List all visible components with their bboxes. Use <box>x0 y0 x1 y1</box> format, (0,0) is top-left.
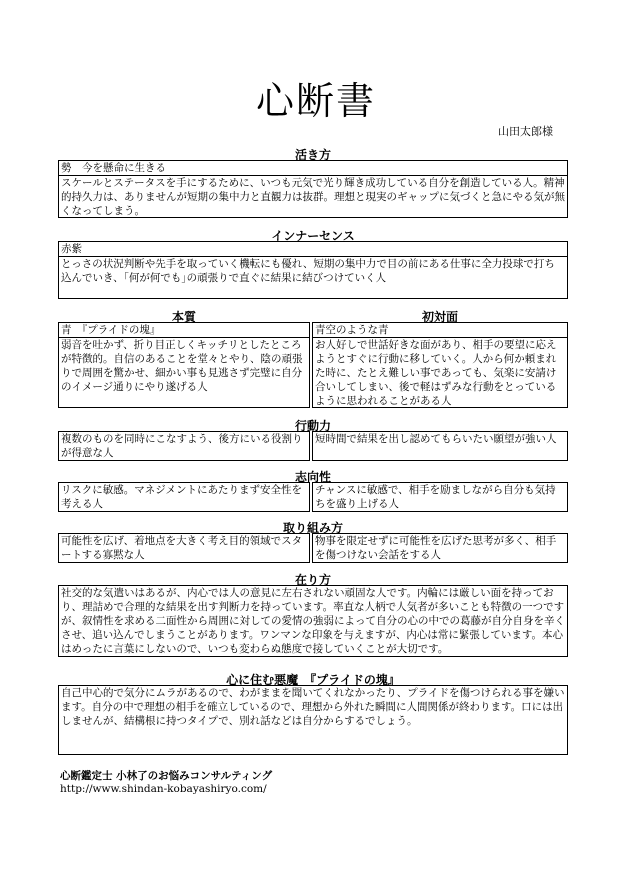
torikumi-right-text: 物事を限定せずに可能性を広げた思考が多く、相手を傷つけない会話をする人 <box>315 535 557 561</box>
akuma-box <box>58 685 568 755</box>
honshitsu-text: 弱音を吐かず、折り目正しくキッチリとしたところが特徴的。自信のあることを堂々とやり、陰の頑張りで周囲を驚かせ、細かい事も見逃さず完璧に自分のイメージ通りにやり遂げる人 <box>61 339 303 393</box>
footer-author: 心断鑑定士 小林了のお悩みコンサルティング <box>60 770 273 782</box>
kodoryoku-left-text: 複数のものを同時にこなすよう、後方にいる役割りが得意な人 <box>61 433 303 459</box>
torikumi-left-text: 可能性を広げ、着地点を大きく考え目的領域でスタートする寡黙な人 <box>61 535 303 561</box>
section-heading-kodoryoku: 行動力 <box>294 419 331 433</box>
torikumi-right-box <box>312 533 568 563</box>
shikosei-left-box <box>58 482 310 512</box>
torikumi-left-box <box>58 533 310 563</box>
section-heading-honshitsu: 本質 <box>171 310 196 324</box>
page-title: 心断書 <box>255 79 376 123</box>
section-heading-shotaimen: 初対面 <box>421 310 458 324</box>
section-heading-arikata: 在り方 <box>294 573 331 587</box>
section-heading-shikosei: 志向性 <box>294 470 331 484</box>
arikata-text: 社交的な気遣いはあるが、内心では人の意見に左右されない頑固な人です。内輪には厳しい面を持っており、理詰めで合理的な結果を出す判断力を持っています。率直な人柄で人気者が多いことも特徴の一つですが、叙情性を求める二面性から周囲に対しての愛情の強弱によって自分の心の中での葛藤が自分自身を辛くさせ、追い込んでしまうことがあります。ワンマンな印象を与えますが、内心は常に緊張しています。本心はめったに言葉にしないので、いつも変わらぬ態度で接していくことが大切です。 <box>61 587 565 655</box>
kodoryoku-right-text: 短時間で結果を出し認めてもらいたい願望が強い人 <box>315 433 557 445</box>
kodoryoku-left-box <box>58 431 310 461</box>
shikosei-right-box <box>312 482 568 512</box>
arikata-box <box>58 585 568 657</box>
section-heading-ikikata: 活き方 <box>294 148 331 162</box>
ikikata-text: スケールとステータスを手にするために、いつも元気で光り輝き成功している自分を創造している人。精神的持久力は、ありませんが短期の集中力と直観力は抜群。理想と現実のギャップに気づくと急にやる気が無くなってしまう。 <box>61 177 565 217</box>
kodoryoku-right-box <box>312 431 568 461</box>
inner-sense-box <box>58 241 568 299</box>
honshitsu-box <box>58 322 310 408</box>
recipient-name: 山田太郎様 <box>498 125 553 138</box>
ikikata-keyword: 勢 今を懸命に生きる <box>59 161 567 176</box>
inner-sense-text: とっさの状況判断や先手を取っていく機転にも優れ、短期の集中力で目の前にある仕事に全力投球で打ち込んでいき、｢何が何でも｣の頑張りで直ぐに結果に結びつけていく人 <box>61 258 555 284</box>
shotaimen-keyword: 青空のような青 <box>313 323 567 338</box>
akuma-text: 自己中心的で気分にムラがあるので、わがままを聞いてくれなかったり、プライドを傷つけられる事を嫌います。自分の中で理想の相手を確立しているので、理想から外れた瞬間に人間関係が終わります。口には出しませんが、結構根に持つタイプで、別れ話などは自分からするでしょう。 <box>61 687 565 727</box>
ikikata-box <box>58 160 568 218</box>
shotaimen-text: お人好しで世話好きな面があり、相手の要望に応えようとすぐに行動に移していく。人から何か頼まれた時に、たとえ難しい事であっても、気楽に安請け合いしてしまい、後で軽はずみな行動をとっているように思われることがある人 <box>315 339 557 407</box>
inner-sense-keyword: 赤紫 <box>59 242 567 257</box>
section-heading-inner-sense: インナーセンス <box>271 229 355 243</box>
shikosei-right-text: チャンスに敏感で、相手を励ましながら自分も気持ちを盛り上げる人 <box>315 484 556 510</box>
footer-url[interactable]: http://www.shindan-kobayashiryo.com/ <box>60 783 267 795</box>
section-heading-akuma: 心に住む悪魔 『プライドの塊』 <box>226 673 400 687</box>
section-heading-torikumi: 取り組み方 <box>282 521 343 535</box>
honshitsu-keyword: 青 『プライドの塊』 <box>59 323 309 338</box>
shotaimen-box <box>312 322 568 408</box>
shikosei-left-text: リスクに敏感。マネジメントにあたりまず安全性を考える人 <box>61 484 302 510</box>
